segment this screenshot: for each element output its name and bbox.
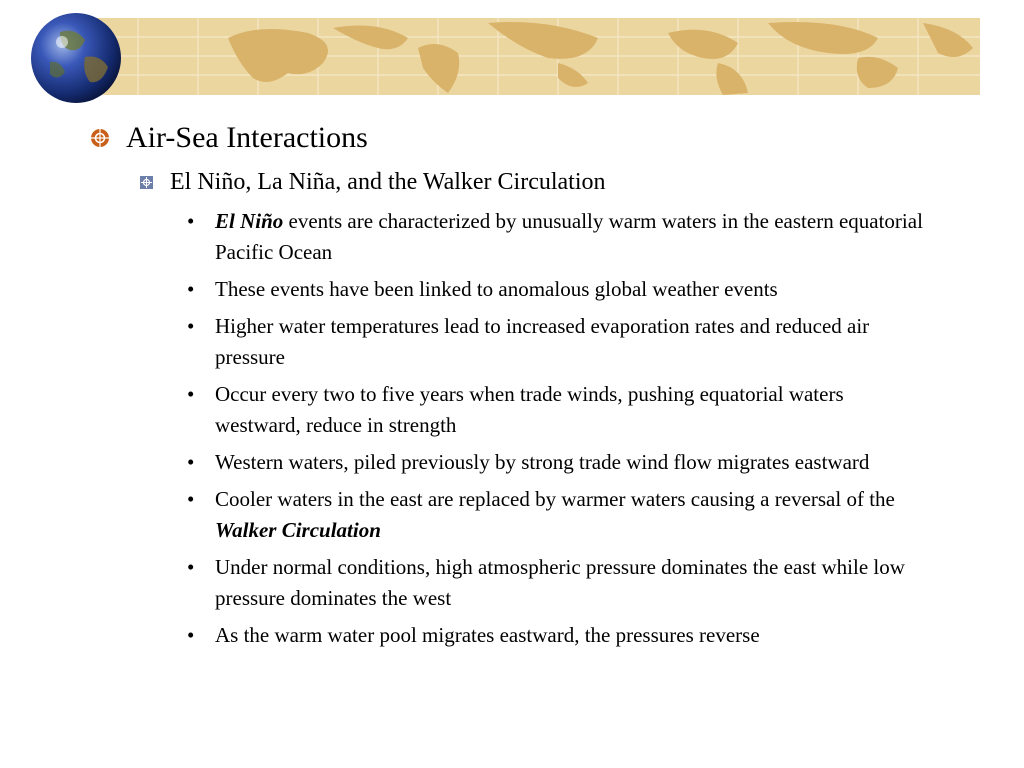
bullet-text: Western waters, piled previously by strong trade wind flow migrates eastward [215, 450, 870, 474]
bullet-text: These events have been linked to anomalous global weather events [215, 277, 778, 301]
bullet-list [187, 206, 927, 657]
crosshair-bullet-icon [90, 128, 110, 148]
bullet-item [187, 484, 927, 546]
bullet-dot: • [187, 487, 195, 511]
bullet-item [187, 311, 927, 373]
bullet-item [187, 206, 927, 268]
bullet-item [187, 620, 927, 651]
bullet-dot: • [187, 277, 195, 301]
bullet-item [187, 447, 927, 478]
emphasis-term: El Niño [215, 209, 284, 233]
slide-heading: Air-Sea Interactions [126, 121, 368, 154]
header-banner [78, 18, 980, 95]
bullet-dot: • [187, 314, 195, 338]
emphasis-term: Walker Circulation [215, 518, 381, 542]
world-map-graphic [78, 18, 980, 95]
slide-subheading: El Niño, La Niña, and the Walker Circulation [170, 169, 606, 195]
subheading-row [140, 167, 606, 197]
bullet-dot: • [187, 623, 195, 647]
bullet-text: events are characterized by unusually warm waters in the eastern equatorial Pacific Ocean [215, 209, 923, 264]
bullet-text: Higher water temperatures lead to increased evaporation rates and reduced air pressure [215, 314, 870, 369]
bullet-dot: • [187, 209, 195, 233]
bullet-text: Under normal conditions, high atmospheric pressure dominates the east while low pressure dominates the west [215, 555, 905, 610]
bullet-item [187, 379, 927, 441]
bullet-text: As the warm water pool migrates eastward, the pressures reverse [215, 623, 760, 647]
bullet-text: Occur every two to five years when trade winds, pushing equatorial waters westward, reduce in strength [215, 382, 844, 437]
square-bullet-icon [140, 176, 153, 189]
bullet-dot: • [187, 382, 195, 406]
bullet-text: Cooler waters in the east are replaced by warmer waters causing a reversal of the [215, 487, 895, 511]
bullet-dot: • [187, 450, 195, 474]
heading-row [90, 120, 368, 156]
bullet-item [187, 274, 927, 305]
bullet-dot: • [187, 555, 195, 579]
bullet-item [187, 552, 927, 614]
globe-icon [30, 12, 122, 104]
